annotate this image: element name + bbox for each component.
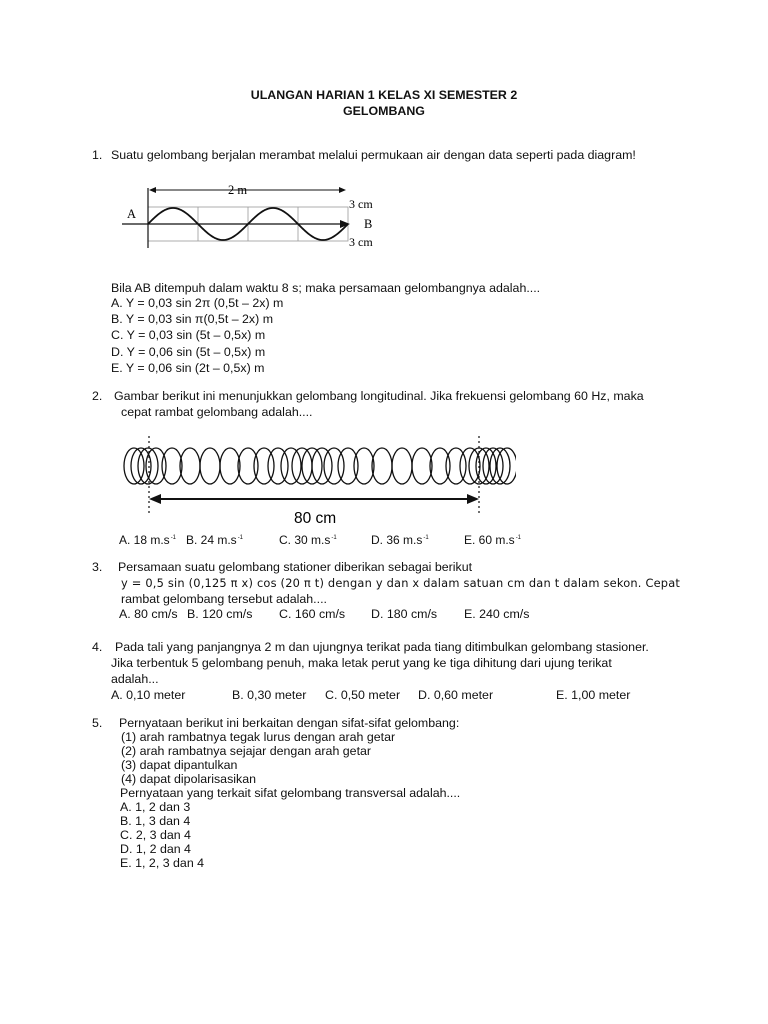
spring-coils — [124, 448, 516, 484]
q3-option-e[interactable]: E. 240 cm/s — [464, 607, 530, 621]
spring-coil-loop — [220, 448, 240, 484]
q3-option-b[interactable]: B. 120 cm/s — [187, 607, 253, 621]
q1-option-a[interactable]: A. Y = 0,03 sin 2π (0,5t – 2x) m — [111, 296, 284, 310]
spring-coil-loop — [460, 448, 480, 484]
q2-option-b[interactable]: B. 24 $m.s^{-1}$ — [186, 533, 244, 547]
spring-coil-loop — [162, 448, 182, 484]
q1-number: 1. — [92, 148, 103, 162]
q3-option-d[interactable]: D. 180 cm/s — [371, 607, 438, 621]
spring-coil-loop — [238, 448, 258, 484]
q3-option-c[interactable]: C. 160 cm/s — [279, 607, 346, 621]
q5-statement-2: (2) arah rambatnya sejajar dengan arah getar — [121, 744, 372, 758]
spring-coil-loop — [180, 448, 200, 484]
q4-option-c[interactable]: C. 0,50 meter — [325, 688, 401, 702]
q1-option-c[interactable]: C. Y = 0,03 sin (5t – 0,5x) m — [111, 328, 266, 342]
spring-coil-loop — [200, 448, 220, 484]
spring-coil-diagram — [116, 436, 516, 528]
q3-equation-line: y = 0,5 sin (0,125 π x) cos (20 π t) dengan y dan x dalam satuan cm dan t dalam sekon. Cepat — [121, 576, 681, 590]
spring-coil-loop — [412, 448, 432, 484]
q4-option-e[interactable]: E. 1,00 meter — [556, 688, 631, 702]
q1-option-b[interactable]: B. Y = 0,03 sin π(0,5t – 2x) m — [111, 312, 274, 326]
q4-option-b[interactable]: B. 0,30 meter — [232, 688, 307, 702]
q4-stem-line-1: Pada tali yang panjangnya 2 m dan ujungnya terikat pada tiang ditimbulkan gelombang stasioner. — [115, 640, 649, 654]
q5-option-e[interactable]: E. 1, 2, 3 dan 4 — [120, 856, 205, 870]
q2-option-c[interactable]: C. 30 $m.s^{-1}$ — [279, 533, 337, 547]
distance-label: 2 m — [228, 183, 248, 197]
q5-option-a[interactable]: A. 1, 2 dan 3 — [120, 800, 191, 814]
q2-option-a[interactable]: A. 18 $m.s^{-1}$ — [119, 533, 177, 547]
length-label: 80 cm — [294, 510, 337, 527]
q3-option-a[interactable]: A. 80 cm/s — [119, 607, 178, 621]
q5-option-b[interactable]: B. 1, 3 dan 4 — [120, 814, 191, 828]
q4-number: 4. — [92, 640, 103, 654]
length-arrow-right — [467, 494, 479, 504]
q5-option-c[interactable]: C. 2, 3 dan 4 — [120, 828, 191, 842]
q5-statement-4: (4) dapat dipolarisasikan — [121, 772, 256, 786]
spring-coil-loop — [392, 448, 412, 484]
q1-option-e[interactable]: E. Y = 0,06 sin (2t – 0,5x) m — [111, 361, 265, 375]
q4-stem-line-2: Jika terbentuk 5 gelombang penuh, maka letak perut yang ke tiga dihitung dari ujung terikat — [111, 656, 612, 670]
q2-number: 2. — [92, 389, 103, 403]
spring-coil-loop — [281, 448, 301, 484]
point-b-label: B — [364, 217, 373, 231]
spring-coil-loop — [268, 448, 288, 484]
spring-coil-loop — [430, 448, 450, 484]
title-line-2: GELOMBANG — [343, 104, 425, 118]
q3-line-3: rambat gelombang tersebut adalah.... — [121, 592, 327, 606]
q2-option-d[interactable]: D. 36 $m.s^{-1}$ — [371, 533, 429, 547]
q1-question: Bila AB ditempuh dalam waktu 8 s; maka persamaan gelombangnya adalah.... — [111, 281, 541, 295]
q1-stem: Suatu gelombang berjalan merambat melalui permukaan air dengan data seperti pada diagram! — [111, 148, 636, 162]
q2-stem-line-1: Gambar berikut ini menunjukkan gelombang longitudinal. Jika frekuensi gelombang 60 Hz, maka — [114, 389, 644, 403]
q2-stem-line-2: cepat rambat gelombang adalah.... — [121, 405, 313, 419]
q5-stem: Pernyataan berikut ini berkaitan dengan sifat-sifat gelombang: — [119, 716, 460, 730]
q3-stem: Persamaan suatu gelombang stationer diberikan sebagai berikut — [118, 560, 473, 574]
amplitude-top-label: 3 cm — [349, 197, 373, 211]
q3-number: 3. — [92, 560, 103, 574]
transverse-wave-diagram — [118, 180, 388, 260]
length-arrow-left — [149, 494, 161, 504]
point-a-label: A — [127, 207, 137, 221]
q2-option-e[interactable]: E. 60 $m.s^{-1}$ — [464, 533, 522, 547]
q4-option-a[interactable]: A. 0,10 meter — [111, 688, 186, 702]
amplitude-bottom-label: 3 cm — [349, 235, 373, 249]
title-line-1: ULANGAN HARIAN 1 KELAS XI SEMESTER 2 — [250, 88, 518, 102]
spring-coil-loop — [372, 448, 392, 484]
q5-question: Pernyataan yang terkait sifat gelombang transversal adalah.... — [120, 786, 461, 800]
q5-option-d[interactable]: D. 1, 2 dan 4 — [120, 842, 191, 856]
spring-coil-loop — [354, 448, 374, 484]
q4-option-d[interactable]: D. 0,60 meter — [418, 688, 494, 702]
q5-statement-1: (1) arah rambatnya tegak lurus dengan arah getar — [121, 730, 396, 744]
q5-statement-3: (3) dapat dipantulkan — [121, 758, 238, 772]
spring-coil-loop — [338, 448, 358, 484]
q4-stem-line-3: adalah... — [111, 672, 159, 686]
q5-number: 5. — [92, 716, 103, 730]
q1-option-d[interactable]: D. Y = 0,06 sin (5t – 0,5x) m — [111, 345, 266, 359]
